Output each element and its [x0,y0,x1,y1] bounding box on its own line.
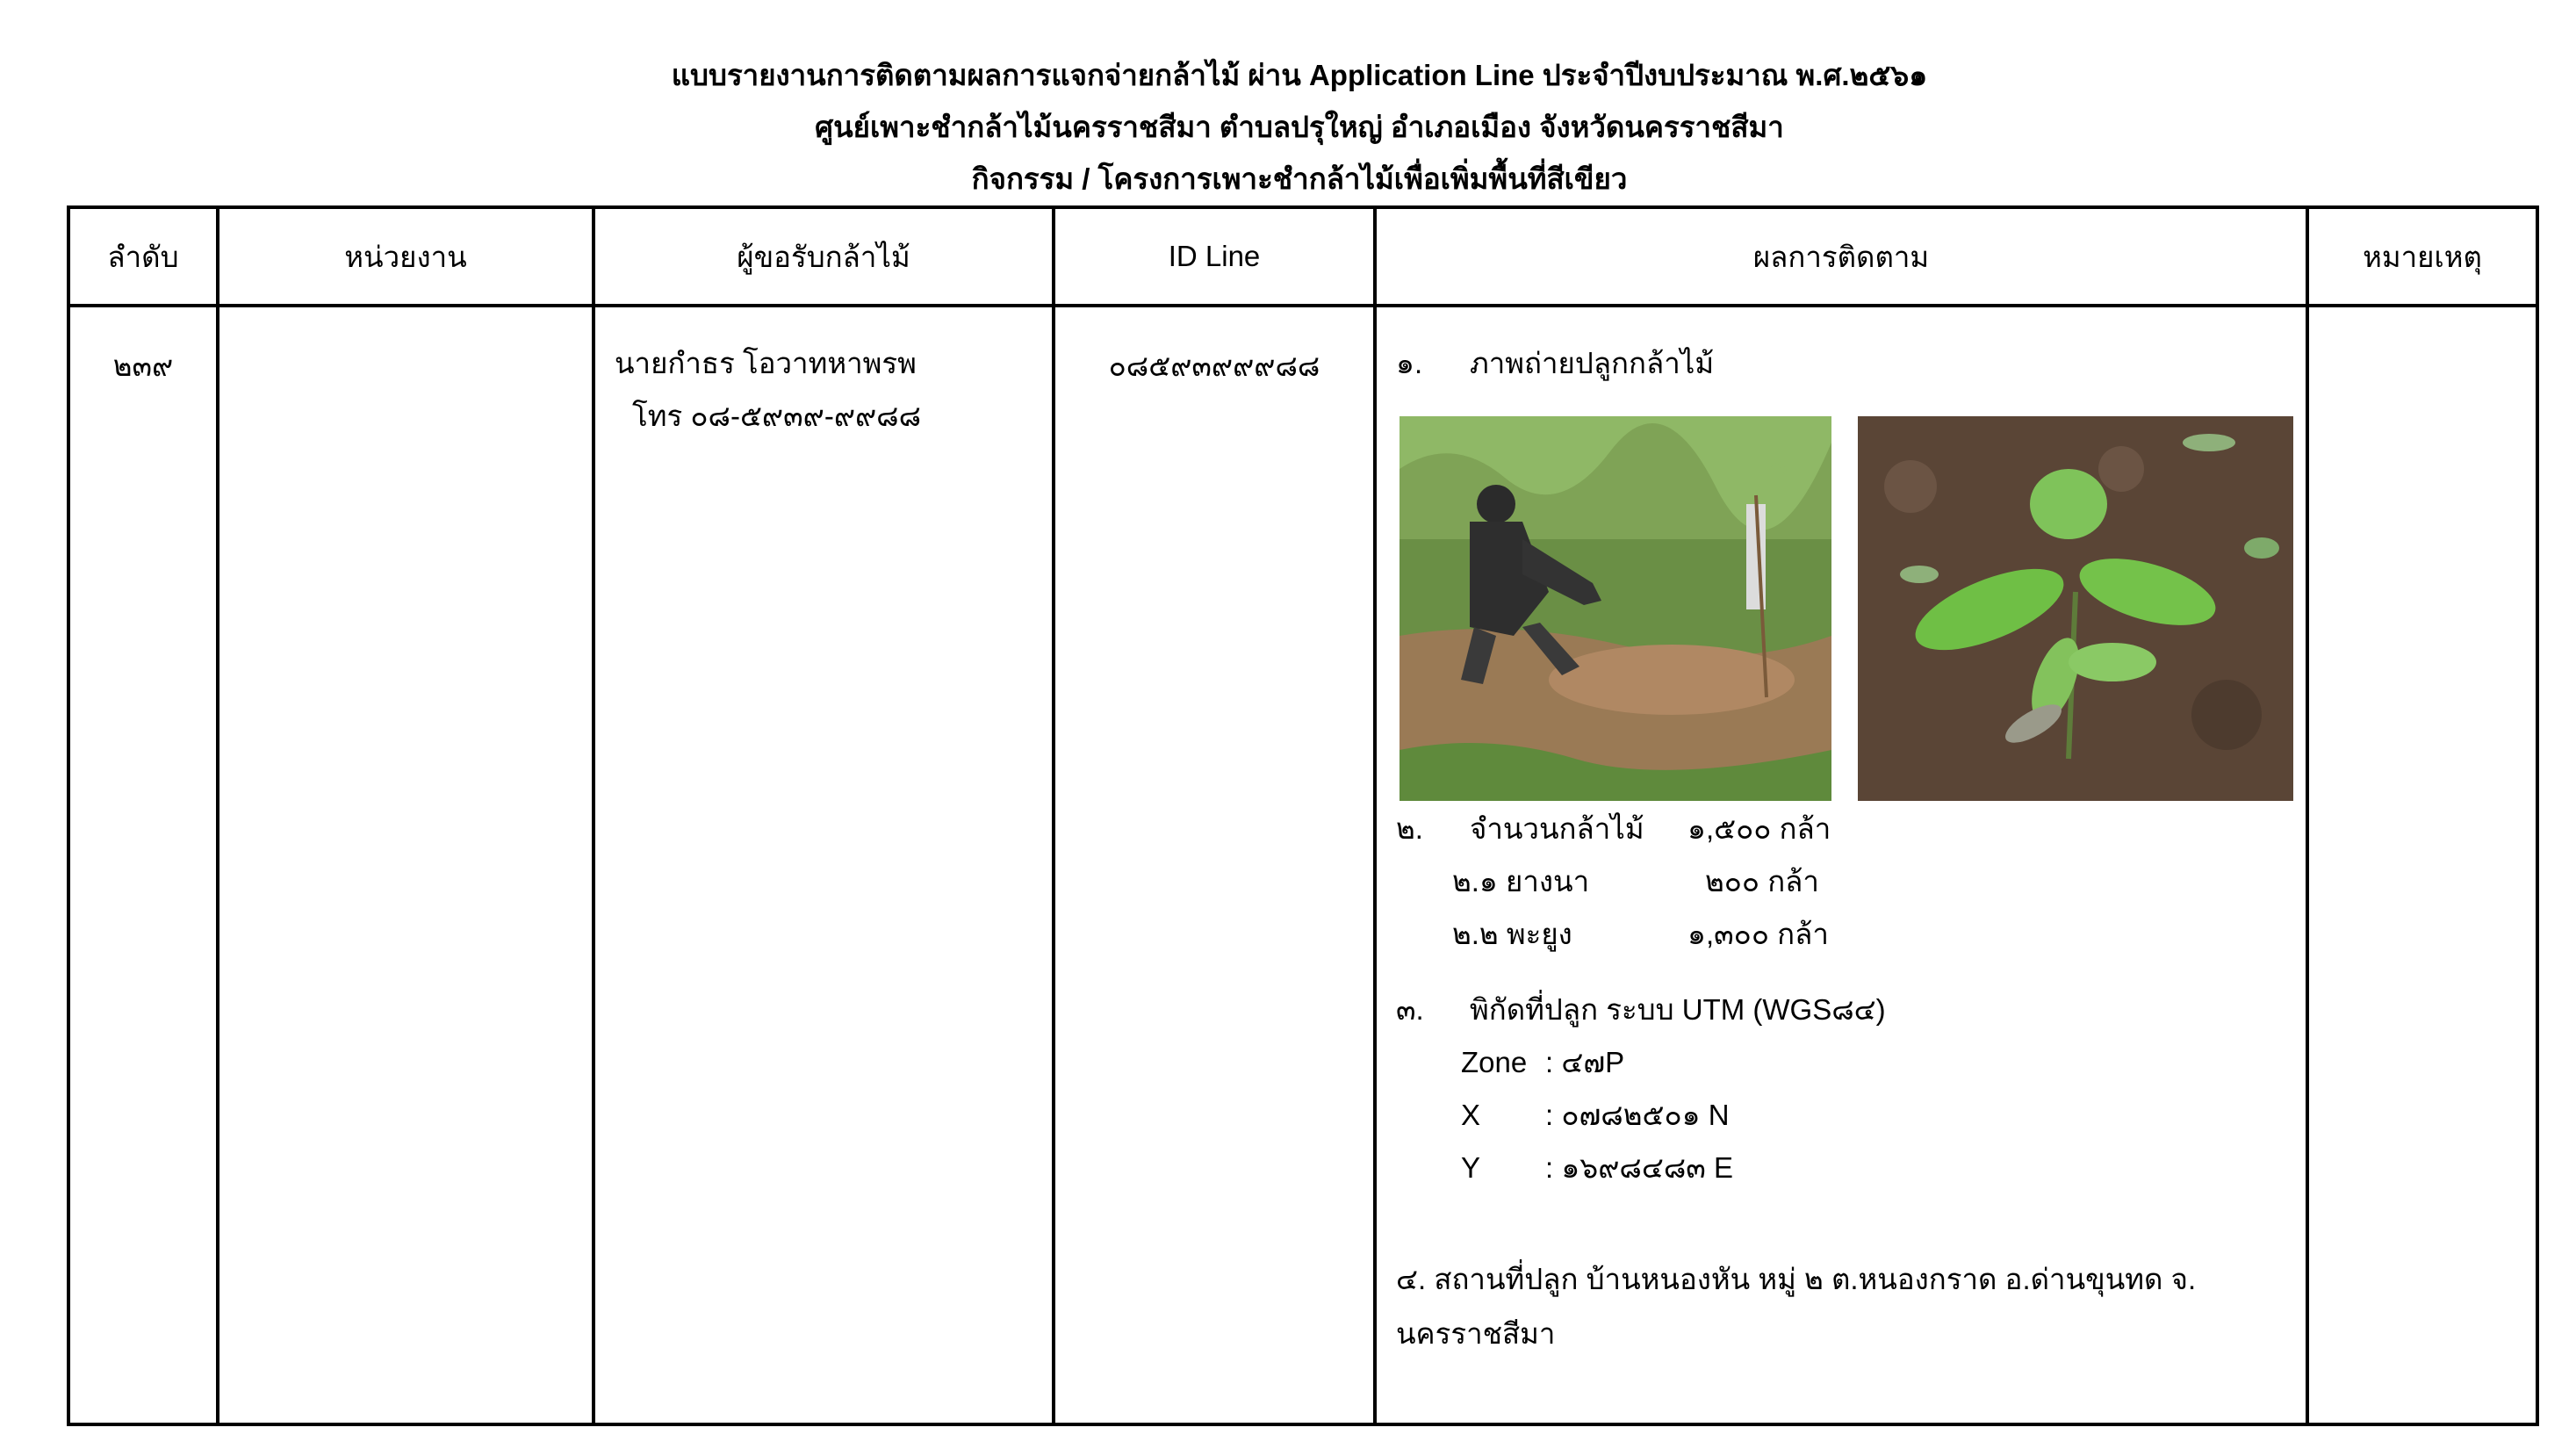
item-1-number: ๑. [1396,347,1423,379]
y-value: : ๑๖๙๘๔๘๓ E [1545,1151,1734,1184]
item-2-1-label: ๒.๑ ยางนา [1452,865,1590,898]
report-title: แบบรายงานการติดตามผลการแจกจ่ายกล้าไม้ ผ่าน Application Line ประจำปีงบประมาณ พ.ศ.๒๕๖๑ [671,59,1928,91]
item-2-label: จำนวนกล้าไม้ [1470,812,1644,845]
result-item-2 [1396,803,2306,855]
report-header [0,49,2576,205]
column-header-unit: หน่วยงาน [218,207,594,306]
result-item-3 [1396,984,2306,1036]
coord-zone [1396,1036,2306,1089]
report-subtitle-center: ศูนย์เพาะชำกล้าไม้นครราชสีมา ตำบลปรุใหญ่ อำเภอเมือง จังหวัดนครราชสีมา [815,111,1784,143]
result-item-2-1 [1396,855,2306,908]
cell-result [1375,306,2307,1424]
cell-id-line: ๐๘๕๙๓๙๙๙๘๘ [1054,306,1375,1424]
table-header-row [68,207,2537,306]
man-planting-photo [1400,416,1831,801]
zone-label: Zone [1461,1046,1528,1078]
receiver-phone: โทร ๐๘-๕๙๓๙-๙๙๘๘ [632,400,922,432]
x-value: : ๐๗๘๒๕๐๑ N [1545,1099,1730,1131]
result-item-1 [1396,337,2306,390]
x-label: X [1461,1099,1481,1131]
column-header-order: ลำดับ [68,207,218,306]
cell-unit [218,306,594,1424]
report-table [67,205,2539,1426]
column-header-receiver: ผู้ขอรับกล้าไม้ [594,207,1054,306]
zone-value: : ๔๗P [1545,1046,1625,1078]
item-1-label: ภาพถ่ายปลูกกล้าไม้ [1470,347,1715,379]
cell-order: ๒๓๙ [68,306,218,1424]
cell-receiver [594,306,1054,1424]
result-item-2-2 [1396,908,2306,961]
item-2-2-label: ๒.๒ พะยูง [1452,918,1572,950]
coord-y [1396,1142,2306,1194]
report-subtitle-activity: กิจกรรม / โครงการเพาะชำกล้าไม้เพื่อเพิ่มพื้นที่สีเขียว [971,162,1628,195]
column-header-result: ผลการติดตาม [1375,207,2307,306]
y-label: Y [1461,1151,1481,1184]
cell-remark [2307,306,2537,1424]
coord-x [1396,1089,2306,1142]
table-row [68,306,2537,1424]
item-3-label: พิกัดที่ปลูก ระบบ UTM (WGS๘๔) [1470,993,1886,1026]
item-2-number: ๒. [1396,812,1423,845]
result-item-4-location: ๔. สถานที่ปลูก บ้านหนองหัน หมู่ ๒ ต.หนองกราด อ.ด่านขุนทด จ. นครราชสีมา [1396,1263,2197,1350]
photo-row [1400,416,2306,618]
column-header-remark: หมายเหตุ [2307,207,2537,306]
item-2-1-quantity: ๒๐๐ กล้า [1705,865,1819,898]
item-2-2-quantity: ๑,๓๐๐ กล้า [1687,918,1829,950]
receiver-name: นายกำธร โอวาทหาพรพ [615,347,917,379]
item-2-quantity: ๑,๕๐๐ กล้า [1687,812,1831,845]
seedling-photo [1858,416,2293,801]
column-header-id-line: ID Line [1054,207,1375,306]
item-3-number: ๓. [1396,993,1424,1026]
